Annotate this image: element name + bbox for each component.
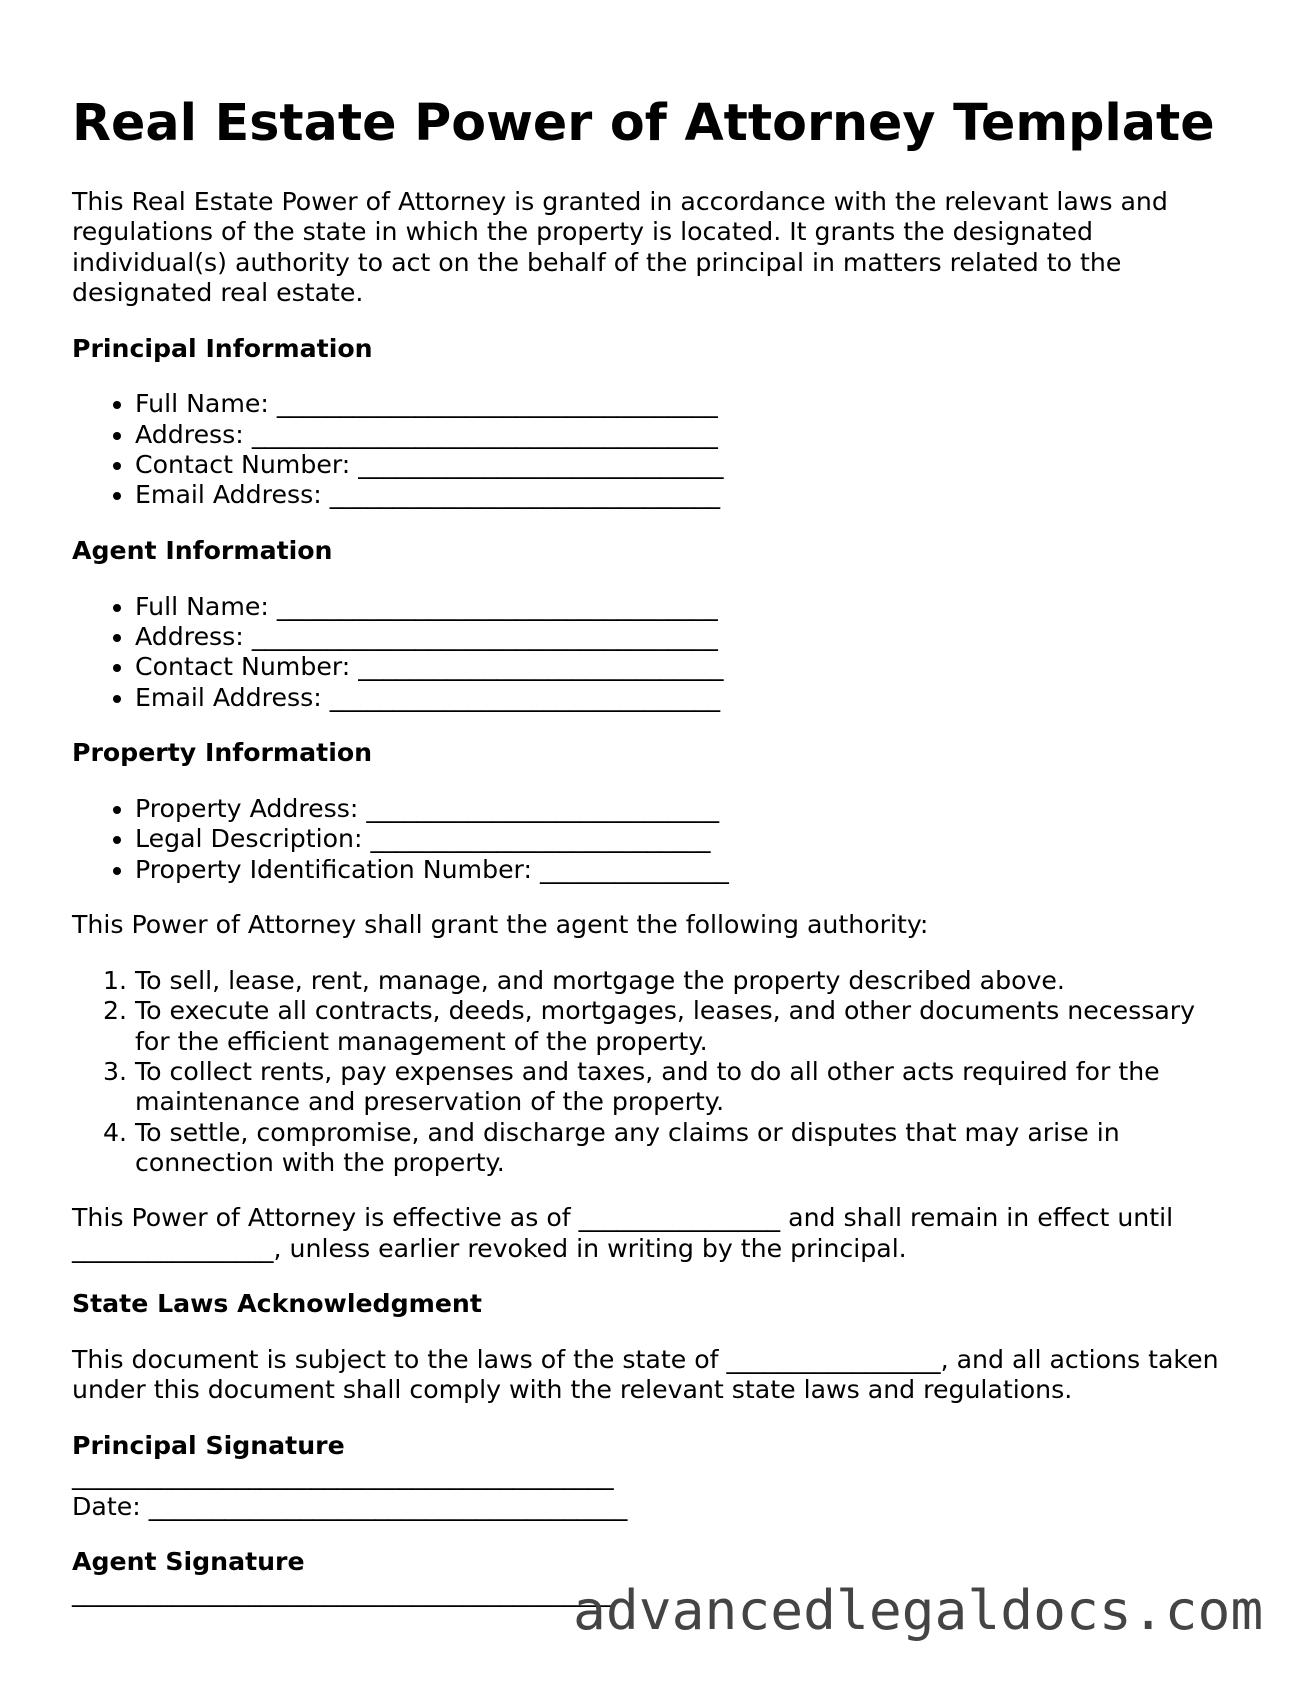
state-laws-text: , and all actions taken under this document shall comply with the relevant state laws and regulations. [72,1345,1219,1405]
principal-signature-line: ___________________________________________ [72,1461,614,1491]
field-blank: ___________________________________ [276,591,718,621]
field-label: Legal Description: [135,824,363,854]
end-date-blank: ________________ [72,1233,274,1263]
legal-description-field [135,824,1262,854]
term-text: This Power of Attorney is effective as of [72,1203,571,1233]
field-blank: _____________________________________ [251,419,718,449]
field-label: Contact Number: [135,449,351,479]
field-label: Address: [135,621,244,651]
field-label: Email Address: [135,682,322,712]
authority-item: 1. To sell, lease, rent, manage, and mortgage the property described above. [135,966,1220,996]
agent-signature-line: ___________________________________________ [72,1577,614,1607]
state-name-blank: _________________ [726,1345,941,1375]
date-label: Date: [72,1491,141,1521]
agent-contact-number-field [135,652,1262,682]
agent-signature-heading: Agent Signature [72,1547,305,1577]
property-information-heading: Property Information [72,738,373,768]
field-blank: ___________________________ [370,824,711,854]
agent-address-field [135,622,1262,652]
field-label: Property Identification Number: [135,854,532,884]
field-blank: _____________________________________ [251,621,718,651]
term-text: , unless earlier revoked in writing by the principal. [273,1233,907,1263]
state-laws-paragraph [72,1345,1262,1406]
authority-item: 4. To settle, compromise, and discharge any claims or disputes that may arise in connection with the property. [135,1118,1220,1179]
field-blank: _______________________________ [329,682,721,712]
field-label: Property Address: [135,793,359,823]
principal-contact-number-field [135,450,1262,480]
principal-full-name-field [135,389,1262,419]
principal-signature-block [72,1431,1262,1522]
state-laws-text: This document is subject to the laws of the state of [72,1345,719,1375]
authority-item: 3. To collect rents, pay expenses and taxes, and to do all other acts required for the maintenance and preservation of the property. [135,1057,1220,1118]
agent-full-name-field [135,592,1262,622]
authority-item: 2. To execute all contracts, deeds, mortgages, leases, and other documents necessary for the efficient management of the property. [135,996,1220,1057]
property-identification-number-field [135,855,1262,885]
property-information-list [72,794,1262,885]
intro-paragraph: This Real Estate Power of Attorney is granted in accordance with the relevant laws and regulations of the state in which the property is located. It grants the designated individual(s) authority to act on the behalf of the principal in matters related to the designated real estate. [72,187,1168,307]
term-paragraph [72,1203,1212,1264]
authority-intro: This Power of Attorney shall grant the agent the following authority: [72,910,929,940]
effective-date-blank: ________________ [578,1203,781,1233]
principal-information-heading: Principal Information [72,333,373,363]
agent-information-heading: Agent Information [72,535,333,565]
document-page [72,91,1262,1633]
agent-email-address-field [135,683,1262,713]
date-blank: ______________________________________ [148,1491,628,1521]
field-blank: _______________ [539,854,729,884]
authority-list [72,966,1220,1178]
property-address-field [135,794,1262,824]
term-text: and shall remain in effect until [788,1203,1174,1233]
field-label: Full Name: [135,591,269,621]
field-label: Contact Number: [135,652,351,682]
principal-email-address-field [135,480,1262,510]
watermark: advancedlegaldocs.com [573,1578,1264,1642]
field-label: Address: [135,419,244,449]
field-label: Full Name: [135,389,269,419]
field-blank: ____________________________ [366,793,720,823]
field-blank: _______________________________ [329,480,721,510]
principal-address-field [135,420,1262,450]
field-blank: _____________________________ [358,652,724,682]
document-title: Real Estate Power of Attorney Template [72,93,1215,152]
agent-information-list [72,592,1262,713]
principal-signature-heading: Principal Signature [72,1431,345,1461]
principal-information-list [72,389,1262,510]
field-blank: _____________________________ [358,449,724,479]
field-blank: ___________________________________ [276,389,718,419]
state-laws-heading: State Laws Acknowledgment [72,1289,482,1319]
field-label: Email Address: [135,480,322,510]
